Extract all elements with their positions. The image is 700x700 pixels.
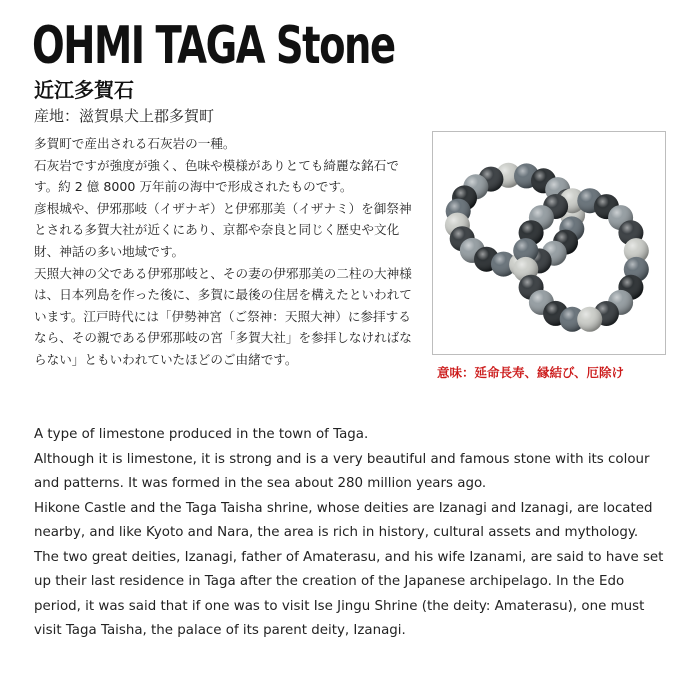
english-paragraph-2: Although it is limestone, it is strong and is a very beautiful and famous stone with its colour and patterns. It was formed in the sea about 280 million years ago. <box>34 451 650 491</box>
japanese-paragraph-4: 天照大神の父である伊邪那岐と、その妻の伊邪那美の二柱の大神様は、日本列島を作った後に、多賀に最後の住居を構えたといわれています。江戸時代には「伊勢神宮（ご祭神：天照大神）に参拝するなら、その親である伊邪那岐の宮「多賀大社」を参拝しなければならない」ともいわれていたほどのご由緒です。 <box>34 265 412 367</box>
japanese-paragraph-3: 彦根城や、伊邪那岐（イザナギ）と伊邪那美（イザナミ）を御祭神とされる多賀大社が近くにあり、京都や奈良と同じく歴史や文化財、神話の多い地域です。 <box>34 200 412 259</box>
japanese-description <box>34 133 419 371</box>
origin-label: 産地：滋賀県犬上郡多賀町 <box>34 107 215 125</box>
bead-shine <box>577 307 602 332</box>
japanese-paragraph-2: 石灰岩ですが強度が強く、色味や模様がありとても綺麗な銘石です。約 2 億 8000 万年前の海中で形成されたものです。 <box>34 157 399 195</box>
english-paragraph-3: Hikone Castle and the Taga Taisha shrine, whose deities are Izanagi and Izanagi, are located nearby, and like Kyoto and Nara, the area is rich in history, cultural assets and mythology. <box>34 500 653 540</box>
english-paragraph-4: The two great deities, Izanagi, father of Amaterasu, and his wife Izanami, are said to have set up their last residence in Taga after the creation of the Japanese archipelago. In the Edo period, it was said that if one was to visit Ise Jingu Shrine (the deity: Amaterasu), one must visit Taga Taisha, the palace of its parent deity, Izanagi. <box>34 549 664 638</box>
meaning-label: 意味：延命長寿、縁結び、厄除け <box>437 365 625 380</box>
product-name-japanese: 近江多賀石 <box>34 78 134 102</box>
english-description <box>34 423 674 644</box>
english-paragraph-1: A type of limestone produced in the town of Taga. <box>34 427 369 442</box>
bracelet-photo <box>432 131 666 355</box>
japanese-paragraph-1: 多賀町で産出される石灰岩の一種。 <box>34 136 236 151</box>
product-title: OHMI TAGA Stone <box>32 16 395 76</box>
bracelet-illustration <box>433 132 665 354</box>
